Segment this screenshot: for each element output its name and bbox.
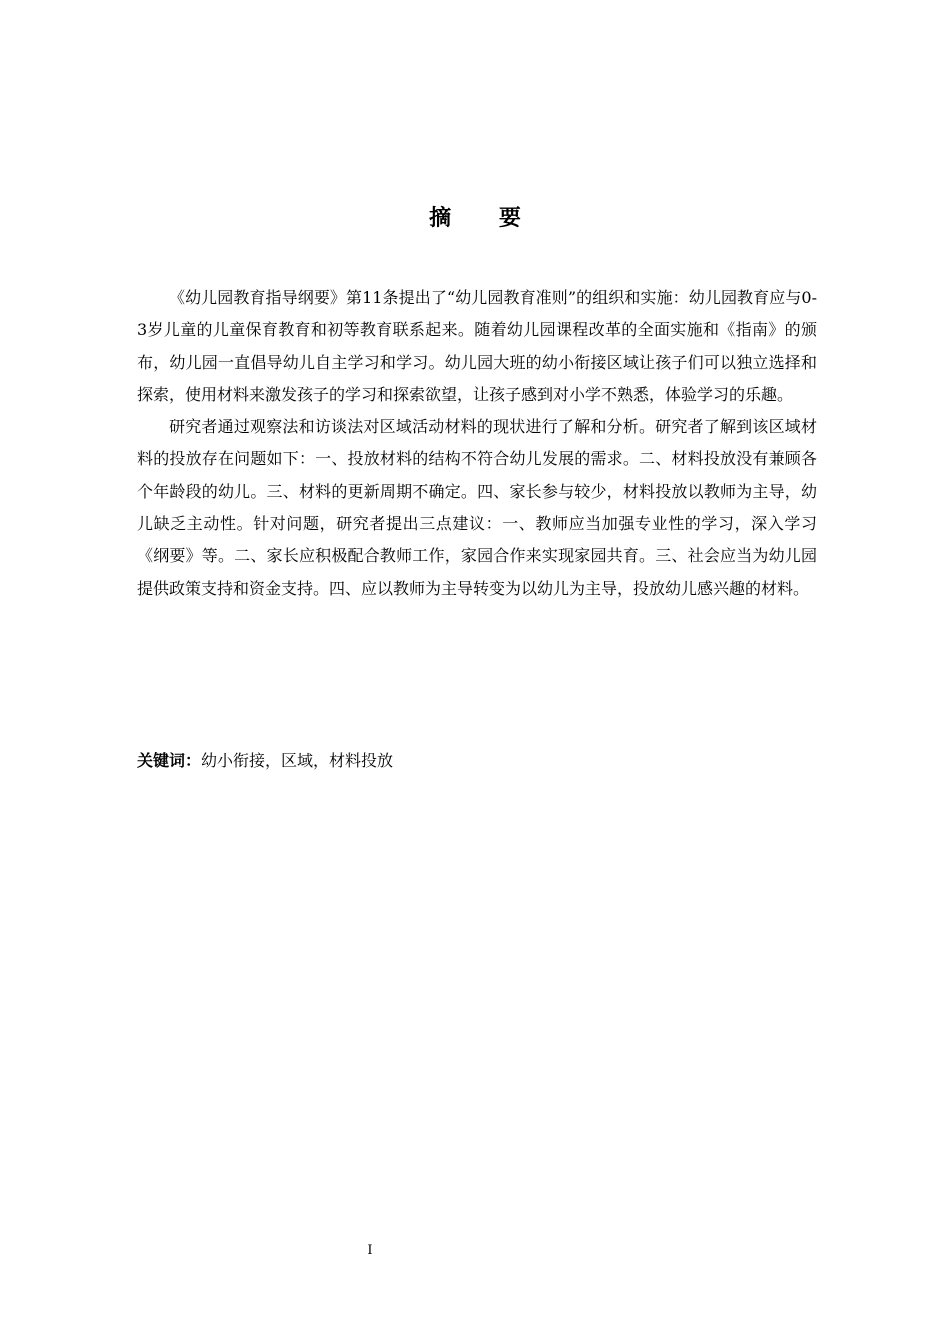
abstract-body <box>137 282 817 605</box>
keywords-value: 幼小衔接，区域，材料投放 <box>201 751 394 770</box>
abstract-paragraph-2: 研究者通过观察法和访谈法对区域活动材料的现状进行了解和分析。研究者了解到该区域材料的投放存在问题如下：一、投放材料的结构不符合幼儿发展的需求。二、材料投放没有兼顾各个年龄段的幼儿。三、材料的更新周期不确定。四、家长参与较少，材料投放以教师为主导，幼儿缺乏主动性。针对问题，研究者提出三点建议：一、教师应当加强专业性的学习，深入学习《纲要》等。二、家长应积极配合教师工作，家园合作来实现家园共育。三、社会应当为幼儿园提供政策支持和资金支持。四、应以教师为主导转变为以幼儿为主导，投放幼儿感兴趣的材料。 <box>137 417 817 598</box>
page-number: I <box>367 1243 373 1258</box>
abstract-paragraph-1: 《幼儿园教育指导纲要》第11条提出了“幼儿园教育准则”的组织和实施：幼儿园教育应与0-3岁儿童的儿童保育教育和初等教育联系起来。随着幼儿园课程改革的全面实施和《指南》的颁布，幼儿园一直倡导幼儿自主学习和学习。幼儿园大班的幼小衔接区域让孩子们可以独立选择和探索，使用材料来激发孩子的学习和探索欲望，让孩子感到对小学不熟悉，体验学习的乐趣。 <box>137 288 817 404</box>
keywords-label: 关键词： <box>137 751 202 770</box>
keywords-line <box>137 745 817 777</box>
abstract-title: 摘 要 <box>429 206 541 231</box>
